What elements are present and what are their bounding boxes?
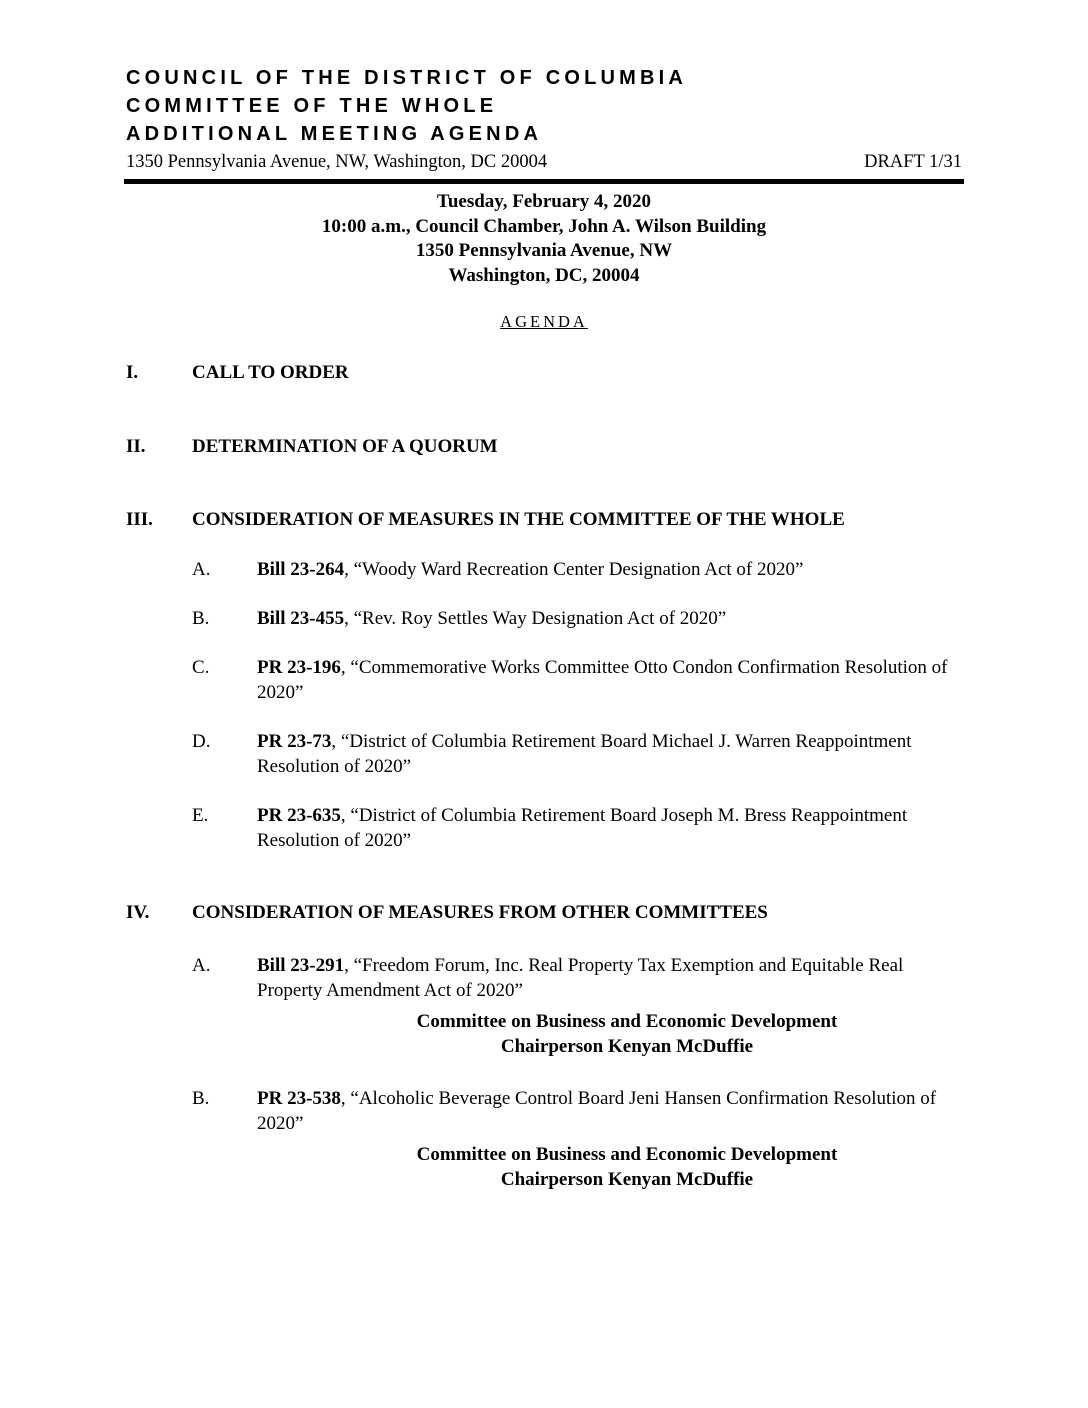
- measure-title: , “District of Columbia Retirement Board Michael J. Warren Reappointment Resolution of 2020”: [257, 731, 912, 777]
- committee-assignment: [257, 1009, 997, 1059]
- section-number: III.: [126, 509, 153, 530]
- section-title: CALL TO ORDER: [192, 362, 349, 383]
- item-letter: A.: [192, 559, 211, 580]
- section-title: CONSIDERATION OF MEASURES FROM OTHER COMMITTEES: [192, 902, 768, 923]
- agenda-item: [257, 1087, 957, 1136]
- agenda-item: [257, 656, 957, 705]
- committee-chair: Chairperson Kenyan McDuffie: [500, 1036, 754, 1057]
- meeting-info: [0, 190, 1088, 288]
- measure-title: , “Alcoholic Beverage Control Board Jeni Hansen Confirmation Resolution of 2020”: [257, 1088, 937, 1134]
- item-letter: C.: [192, 657, 210, 678]
- measure-number: PR 23-196: [257, 657, 341, 678]
- meeting-street: 1350 Pennsylvania Avenue, NW: [415, 240, 673, 261]
- header-address: 1350 Pennsylvania Avenue, NW, Washington, DC 20004: [126, 152, 548, 172]
- section-number: II.: [126, 436, 146, 457]
- agenda-heading-text: AGENDA: [500, 312, 588, 331]
- agenda-item: [257, 954, 957, 1003]
- item-letter: A.: [192, 955, 211, 976]
- measure-number: PR 23-73: [257, 731, 332, 752]
- agenda-heading: [0, 312, 1088, 332]
- measure-number: Bill 23-264: [257, 559, 345, 580]
- measure-title: , “District of Columbia Retirement Board Joseph M. Bress Reappointment Resolution of 2020”: [257, 805, 908, 851]
- agenda-item: [257, 804, 957, 853]
- committee-name: Committee on Business and Economic Development: [416, 1144, 838, 1165]
- item-letter: B.: [192, 1088, 210, 1109]
- section-title: DETERMINATION OF A QUORUM: [192, 436, 498, 457]
- meeting-date: Tuesday, February 4, 2020: [436, 191, 652, 212]
- measure-title: , “Commemorative Works Committee Otto Condon Confirmation Resolution of 2020”: [257, 657, 948, 703]
- measure-title: , “Rev. Roy Settles Way Designation Act of 2020”: [344, 608, 727, 629]
- measure-title: , “Freedom Forum, Inc. Real Property Tax Exemption and Equitable Real Property Amendment Act of 2020”: [257, 955, 904, 1001]
- measure-number: PR 23-538: [257, 1088, 341, 1109]
- item-letter: B.: [192, 608, 210, 629]
- header-council: COUNCIL OF THE DISTRICT OF COLUMBIA: [126, 67, 688, 89]
- draft-label: DRAFT 1/31: [864, 152, 962, 172]
- committee-assignment: [257, 1142, 997, 1192]
- item-letter: D.: [192, 731, 211, 752]
- agenda-item: [257, 558, 957, 583]
- committee-name: Committee on Business and Economic Development: [416, 1011, 838, 1032]
- measure-number: Bill 23-455: [257, 608, 345, 629]
- committee-chair: Chairperson Kenyan McDuffie: [500, 1169, 754, 1190]
- section-number: I.: [126, 362, 139, 383]
- agenda-item: [257, 607, 957, 632]
- header-committee: COMMITTEE OF THE WHOLE: [126, 95, 498, 117]
- meeting-city: Washington, DC, 20004: [448, 264, 640, 286]
- item-letter: E.: [192, 805, 209, 826]
- section-title: CONSIDERATION OF MEASURES IN THE COMMITTEE OF THE WHOLE: [192, 509, 845, 530]
- section-number: IV.: [126, 902, 150, 923]
- header-agenda-type: ADDITIONAL MEETING AGENDA: [126, 123, 543, 145]
- agenda-item: [257, 730, 957, 779]
- measure-title: , “Woody Ward Recreation Center Designation Act of 2020”: [344, 559, 804, 580]
- measure-number: Bill 23-291: [257, 955, 345, 976]
- measure-number: PR 23-635: [257, 805, 341, 826]
- meeting-time-place: 10:00 a.m., Council Chamber, John A. Wilson Building: [321, 215, 767, 237]
- header-divider: [124, 179, 964, 184]
